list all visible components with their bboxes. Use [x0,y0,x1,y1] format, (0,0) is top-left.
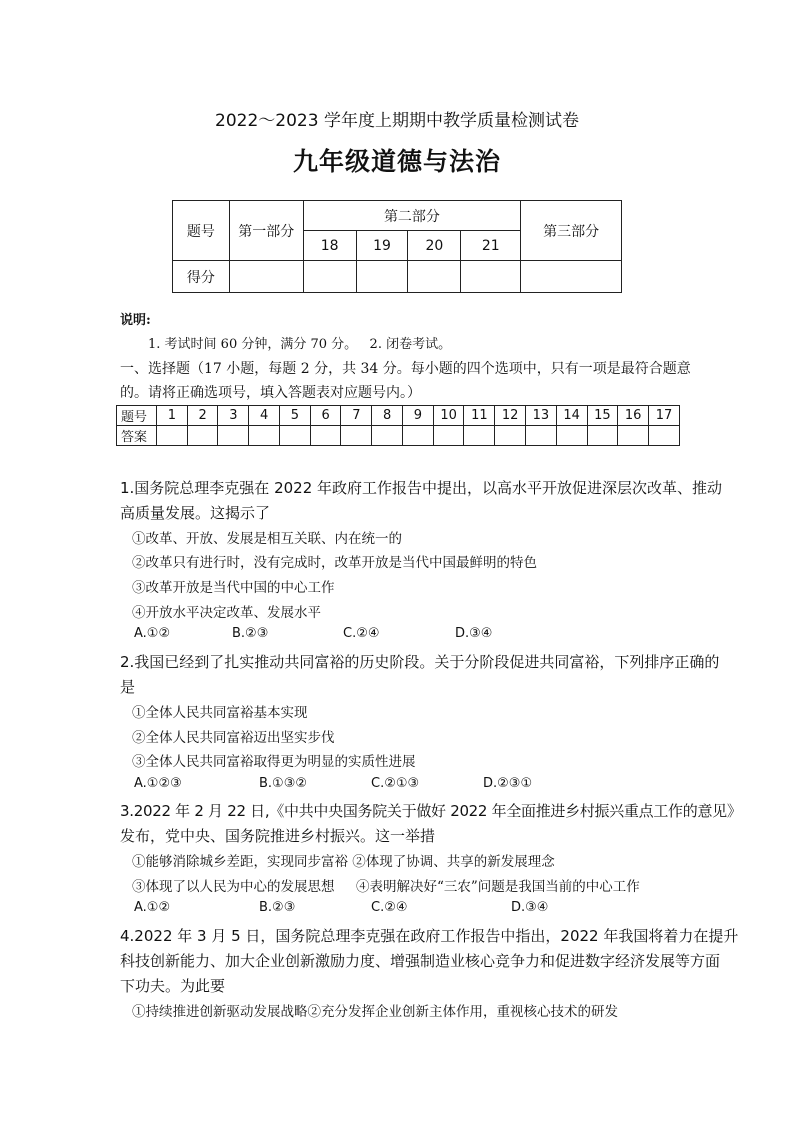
answer-cell [587,426,618,446]
q1-stem-line2: 高质量发展。这揭示了 [120,504,271,522]
score-cell [303,261,356,293]
exam-title: 九年级道德与法治 [292,147,501,176]
answer-num: 13 [526,406,557,426]
answer-num: 2 [187,406,218,426]
score-sub-19: 19 [356,231,408,261]
answer-num: 16 [618,406,649,426]
answer-num: 7 [341,406,372,426]
answer-num: 17 [649,406,680,426]
answer-cell [556,426,587,446]
answer-cell [187,426,218,446]
answer-cell [279,426,310,446]
score-header-part3: 第三部分 [521,201,622,261]
answer-num: 8 [372,406,403,426]
q1-choice-a: A.①② [134,626,171,641]
answer-cell [372,426,403,446]
answer-num: 6 [310,406,341,426]
score-cell [229,261,303,293]
section1-line2: 的。请将正确选项号，填入答题表对应题号内。） [120,385,421,401]
answer-table [116,405,680,446]
q3-choice-b: B.②③ [259,900,296,915]
answer-cell [433,426,464,446]
q4-option: ①持续推进创新驱动发展战略②充分发挥企业创新主体作用，重视核心技术的研发 [132,1004,618,1020]
answer-num: 3 [218,406,249,426]
q2-choice-d: D.②③① [483,776,533,791]
answer-num: 9 [402,406,433,426]
answer-cell [526,426,557,446]
q1-option: ③改革开放是当代中国的中心工作 [132,580,335,596]
answer-num: 12 [495,406,526,426]
answer-num: 15 [587,406,618,426]
score-row-label: 得分 [173,261,230,293]
q3-choice-d: D.③④ [511,900,549,915]
q2-choice-c: C.②①③ [371,776,420,791]
answer-num: 5 [279,406,310,426]
score-cell [356,261,408,293]
q4-stem-line2: 科技创新能力、加大企业创新激励力度、增强制造业核心竞争力和促进数字经济发展等方面 [120,952,721,970]
q2-stem-line2: 是 [120,678,136,696]
q2-choice-b: B.①③② [259,776,308,791]
answer-cell [249,426,280,446]
q2-stem-line1: 2.我国已经到了扎实推动共同富裕的历史阶段。关于分阶段促进共同富裕，下列排序正确的 [120,653,720,671]
q2-option: ③全体人民共同富裕取得更为明显的实质性进展 [132,754,416,770]
answer-cell [402,426,433,446]
q2-option: ①全体人民共同富裕基本实现 [132,705,308,721]
notes-heading: 说明: [120,313,151,328]
answer-cell [341,426,372,446]
q1-choice-c: C.②④ [343,626,380,641]
answer-cell [464,426,495,446]
q1-stem-line1: 1.国务院总理李克强在 2022 年政府工作报告中提出，以高水平开放促进深层次改革、推动 [120,479,723,497]
answer-num: 10 [433,406,464,426]
q3-option: ③体现了以人民为中心的发展思想 ④表明解决好“三农”问题是我国当前的中心工作 [132,879,640,895]
notes-items: 1. 考试时间 60 分钟，满分 70 分。 2. 闭卷考试。 [148,337,452,352]
answer-num: 4 [249,406,280,426]
answer-cell [218,426,249,446]
section1-line1: 一、选择题（17 小题，每题 2 分，共 34 分。每小题的四个选项中，只有一项是最符合题意 [120,361,691,377]
answer-cell [649,426,680,446]
q4-stem-line1: 4.2022 年 3 月 5 日，国务院总理李克强在政府工作报告中指出，2022 年我国将着力在提升 [120,927,739,945]
score-cell [461,261,521,293]
answer-header-tihao: 题号 [117,406,157,426]
answer-cell [156,426,187,446]
q1-choice-b: B.②③ [232,626,269,641]
q1-choice-d: D.③④ [455,626,493,641]
answer-row-label: 答案 [117,426,157,446]
answer-cell [495,426,526,446]
q1-option: ①改革、开放、发展是相互关联、内在统一的 [132,531,402,547]
answer-num: 1 [156,406,187,426]
q1-option: ②改革只有进行时，没有完成时，改革开放是当代中国最鲜明的特色 [132,555,537,571]
q1-option: ④开放水平决定改革、发展水平 [132,605,321,621]
score-sub-20: 20 [408,231,461,261]
q2-option: ②全体人民共同富裕迈出坚实步伐 [132,730,335,746]
score-cell [521,261,622,293]
score-cell [408,261,461,293]
answer-num: 11 [464,406,495,426]
exam-subtitle: 2022～2023 学年度上期期中教学质量检测试卷 [215,111,579,131]
score-header-part2: 第二部分 [303,201,521,231]
q3-choice-c: C.②④ [371,900,408,915]
score-table [172,200,622,293]
q4-stem-line3: 下功夫。为此要 [120,977,226,995]
answer-cell [618,426,649,446]
q2-choice-a: A.①②③ [134,776,182,791]
score-header-part1: 第一部分 [229,201,303,261]
answer-cell [310,426,341,446]
q3-option: ①能够消除城乡差距，实现同步富裕 ②体现了协调、共享的新发展理念 [132,854,555,870]
q3-stem-line2: 发布，党中央、国务院推进乡村振兴。这一举措 [120,827,436,845]
q3-stem-line1: 3.2022 年 2 月 22 日,《中共中央国务院关于做好 2022 年全面推进乡村振兴重点工作的意见》 [120,802,742,820]
score-header-tihao: 题号 [173,201,230,261]
score-sub-18: 18 [303,231,356,261]
score-sub-21: 21 [461,231,521,261]
q3-choice-a: A.①② [134,900,171,915]
answer-num: 14 [556,406,587,426]
